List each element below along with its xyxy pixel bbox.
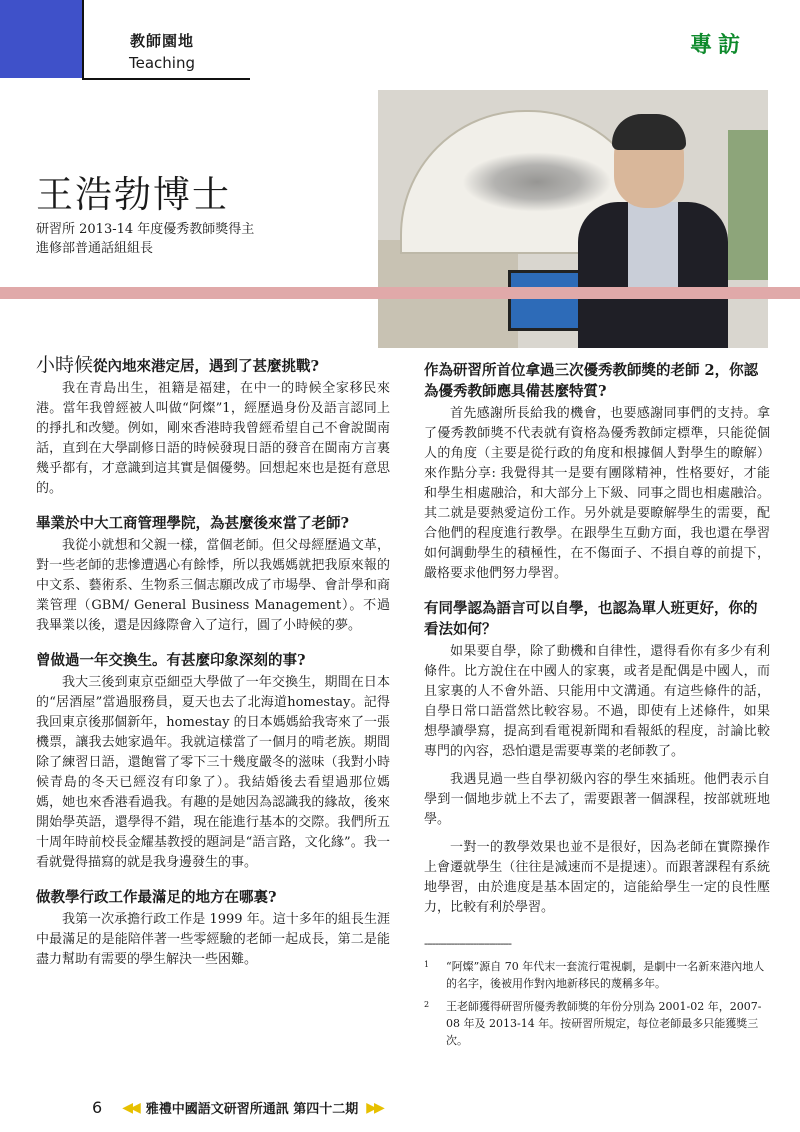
column-tag: 專訪 — [690, 32, 747, 58]
footnote-1-number: 1 — [424, 960, 430, 969]
footnote-divider: -------------------------------- — [424, 937, 511, 950]
answer-4: 我第一次承擔行政工作是 1999 年。這十多年的組長生涯中最滿足的是能陪伴著一些零經驗的老師一起成長，第二是能盡力幫助有需要的學生解決一些困難。 — [36, 912, 390, 967]
answer-5: 首先感謝所長給我的機會，也要感謝同事們的支持。拿了優秀教師獎不代表就有資格為優秀教師定標準，只能從個人的角度（主要是從行政的角度和根據個人對學生的瞭解）來作點分享: 我覺得其一是要有團隊精神，性格要好，才能和學生相處融洽，和大部分上下級、同事之間也相處融洽。其二就是要熱愛這份工作。另外就是要瞭解學生的需要，配合他們的程度進行教學。在跟學生互動方面，我也還在學習如何調動學生的積極性，在不傷面子、不損自尊的前提下，嚴格要求他們努力學習。 — [424, 406, 770, 581]
section-title-en: Teaching — [129, 54, 195, 72]
question-1-lead: 小時候 — [36, 354, 94, 376]
profile-award: 研習所 2013-14 年度優秀教師獎得主 — [36, 222, 255, 237]
footnote-2-text: 王老師獲得研習所優秀教師獎的年份分別為 2001-02 年，2007-08 年及 2013-14 年。按研習所規定，每位老師最多只能獲獎三次。 — [446, 1000, 762, 1047]
photo-person-shirt — [628, 202, 678, 292]
next-arrows-icon: ▶▶ — [366, 1099, 382, 1116]
left-column — [36, 355, 390, 984]
profile-name: 王浩勃博士 — [36, 173, 231, 216]
answer-2: 我從小就想和父親一樣，當個老師。但父母經歷過文革，對一些老師的悲慘遭遇心有餘悸，所以我媽媽就把我原來報的中文系、藝術系、生物系三個志願改成了市場學、會計學和商業管理（GBM/ General Business Management）。不過我畢業以後，還是因緣際會入了這行，圓了小時候的夢。 — [36, 538, 390, 633]
page-footer — [92, 1098, 382, 1117]
photo-person-hair — [612, 114, 686, 150]
photo-wall-board — [728, 130, 768, 280]
previous-arrows-icon: ◀◀ — [122, 1099, 138, 1116]
header-divider-vertical — [82, 0, 84, 80]
right-column — [424, 360, 770, 1055]
page-number: 6 — [92, 1098, 103, 1117]
answer-3: 我大三後到東京亞細亞大學做了一年交換生，期間在日本的“居酒屋”當過服務員，夏天也去了北海道homestay。記得我回東京後那個新年，homestay 的日本媽媽給我寄來了一張機票，讓我去她家過年。我就這樣當了一個月的啃老族。期間除了練習日語，還飽嘗了零下三十幾度嚴冬的滋味（我對小時候青島的冬天已經沒有印象了）。我結婚後去看望過那位媽媽，她也來香港看過我。有趣的是她因為認識我的緣故，後來開始學英語，還學得不錯，現在能進行基本的交際。我們所五十周年時前校長金耀基教授的題詞是“語言路，文化緣”。我一看就覺得描寫的就是我身邊發生的事。 — [36, 675, 390, 870]
question-5: 作為研習所首位拿過三次優秀教師獎的老師 2，你認為優秀教師應具備甚麼特質? — [424, 362, 759, 400]
footnote-1-text: “阿燦”源自 70 年代末一套流行電視劇，是劇中一名新來港內地人的名字，後被用作對內地新移民的蔑稱多年。 — [446, 960, 765, 990]
answer-6-part-2: 我遇見過一些自學初級內容的學生來插班。他們表示自學到一個地步就上不去了，需要跟著一個課程，按部就班地學。 — [424, 772, 770, 827]
answer-6-part-1: 如果要自學，除了動機和自律性，還得看你有多少有利條件。比方說住在中國人的家裏，或者是配偶是中國人，而且家裏的人不會外語、只能用中文溝通。有這些條件的話，自學日常口語當然比較容易。不過，即使有上述條件，如果想學讀學寫，提高到看電視新聞和看報紙的程度，討論比較專門的內容，恐怕還是需要專業的老師教了。 — [424, 644, 770, 759]
section-title-zh: 教師園地 — [130, 32, 195, 50]
publication-title: 雅禮中國語文研習所通訊 第四十二期 — [145, 1102, 359, 1117]
question-1 — [36, 355, 390, 377]
footnote-1 — [424, 958, 770, 992]
question-3: 曾做過一年交換生。有甚麼印象深刻的事? — [36, 652, 306, 669]
portrait-photo — [378, 90, 768, 348]
profile-position: 進修部普通話組組長 — [36, 241, 154, 256]
footnote-2-number: 2 — [424, 1000, 430, 1009]
footnote-2 — [424, 998, 770, 1049]
photo-monitor — [508, 270, 584, 331]
question-1-rest: 從內地來港定居，遇到了甚麼挑戰? — [93, 358, 320, 375]
photo-fan-painting — [462, 152, 612, 212]
question-2: 畢業於中大工商管理學院，為甚麼後來當了老師? — [36, 515, 349, 532]
question-6: 有同學認為語言可以自學，也認為單人班更好，你的看法如何？ — [424, 600, 758, 638]
answer-1: 我在青島出生，祖籍是福建，在中一的時候全家移民來港。當年我曾經被人叫做“阿燦”1，經歷過身份及語言認同上的掙扎和改變。例如，剛來香港時我曾經希望自己不會說閩南話，直到在大學副修日語的時候發現日語的發音在閩南方言裏幾乎都有，才意識到這其實是個優勢。回想起來也是挺有意思的。 — [36, 381, 390, 496]
header-divider-horizontal — [82, 78, 250, 80]
question-4: 做教學行政工作最滿足的地方在哪裏? — [36, 889, 277, 906]
answer-6-part-3: 一對一的教學效果也並不是很好，因為老師在實際操作上會遷就學生（往往是減速而不是提速）。而跟著課程有系統地學習，由於進度是基本固定的，這能給學生一定的良性壓力，比較有利於學習。 — [424, 840, 770, 915]
corner-block — [0, 0, 82, 78]
decorative-band — [0, 287, 800, 299]
